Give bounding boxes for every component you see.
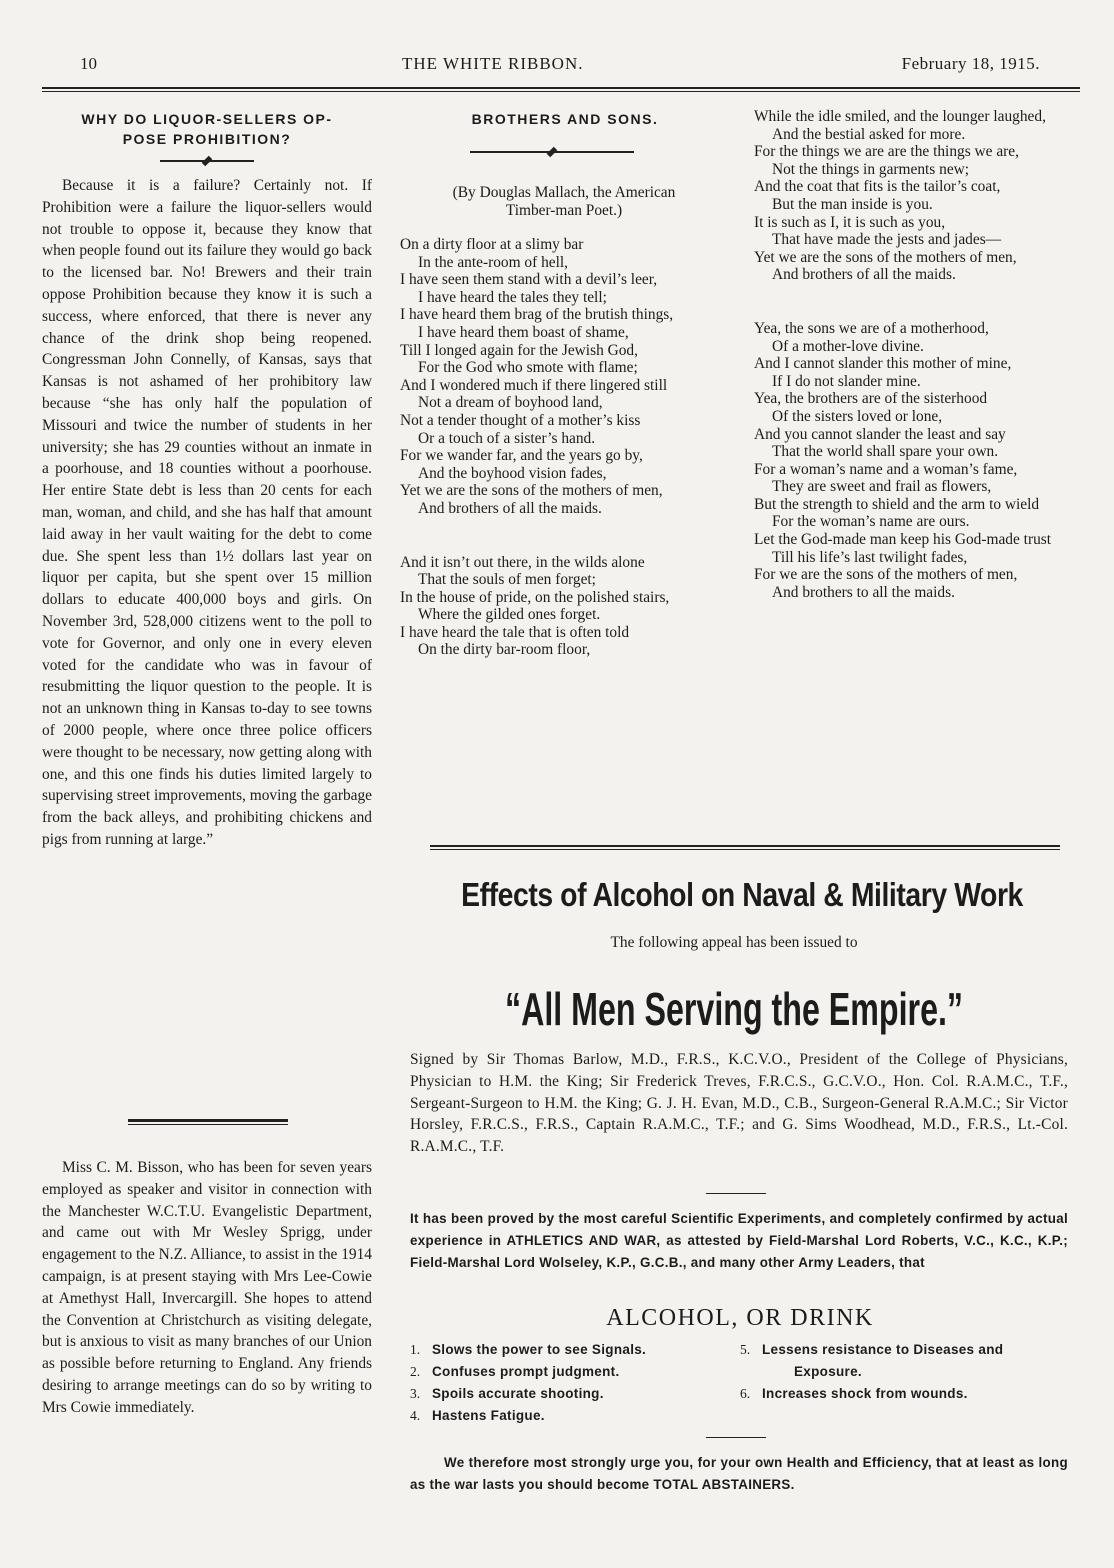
byline-line-2: Timber-man Poet.)	[505, 201, 623, 219]
poem-line: Let the God-made man keep his God-made trust	[754, 531, 1052, 549]
poem-line: For a woman’s name and a woman’s fame,	[754, 460, 1018, 478]
publication-title: THE WHITE RIBBON.	[402, 54, 584, 73]
appeal-rule-thin	[430, 849, 1060, 850]
left-article-body: Because it is a failure? Certainly not. If Prohibition were a failure the liquor-sellers would not trouble to oppose it, because they know that when people found out its failure they would go back to the licensed bar. No! Brewers and their train oppose Prohibition because they know it is such a success, where enforced, that there is never any chance of the drink shop being reopened. Congressman John Connelly, of Kansas, says that Kansas is not ashamed of her prohibitory law because “she has only half the population of Missouri and twice the number of students in her university; she has 29 counties without an inmate in a poorhouse, and 18 counties without a poorhouse. Her entire State debt is less than 20 cents for each man, woman, and child, and she has half that amount laid away in her vault waiting for the debt to come due. She spent less than 1½ dollars last year on liquor per capita, but she spent over 15 million dollars to educate 400,000 boys and girls. On November 3rd, 528,000 citizens went to the poll to vote for Governor, and only one in every eleven voted for the candidate who was in favour of resubmitting the liquor question to the people. It is not an unknown thing in Kansas to-day to see towns of 2000 people, where once three police officers were thought to be necessary, now getting along with one, and this one finds his duties limited largely to supervising street improvements, moving the garbage from the back alleys, and prohibiting chickens and pigs from running at large.”	[42, 177, 372, 848]
poem-line: On a dirty floor at a slimy bar	[400, 236, 584, 253]
page-number: 10	[80, 54, 97, 73]
poem-line: And I wondered much if there lingered still	[400, 376, 668, 394]
poem-line: Yet we are the sons of the mothers of men,	[400, 482, 663, 500]
poem-line: For the God who smote with flame;	[418, 359, 638, 377]
effect-item	[740, 1339, 1080, 1361]
effect-number: 5.	[740, 1342, 751, 1357]
closing-appeal: We therefore most strongly urge you, for your own Health and Efficiency, that at least as long as the war lasts you should become TOTAL ABSTAINERS.	[410, 1455, 1068, 1492]
left-title-line-2: POSE PROHIBITION?	[122, 131, 292, 147]
poem-line: For we wander far, and the years go by,	[400, 447, 643, 465]
poem-line: They are sweet and frail as flowers,	[772, 478, 992, 496]
section-divider-thin	[128, 1124, 288, 1125]
poem-byline	[400, 184, 728, 219]
effect-text: Lessens resistance to Diseases and	[762, 1342, 1004, 1357]
poem-line: Not the things in garments new;	[772, 160, 970, 178]
poem-line: Or a touch of a sister’s hand.	[418, 429, 596, 447]
poem-column-1	[400, 236, 728, 659]
poem-line: If I do not slander mine.	[772, 372, 921, 390]
poem-line: I have heard the tales they tell;	[418, 288, 607, 306]
alcohol-heading: ALCOHOL, OR DRINK	[606, 1305, 874, 1331]
effects-list-right	[740, 1339, 1080, 1405]
effect-text: Hastens Fatigue.	[432, 1408, 545, 1423]
poem-line: Till I longed again for the Jewish God,	[400, 341, 638, 359]
small-divider	[706, 1193, 766, 1194]
notice-body: Miss C. M. Bisson, who has been for seven years employed as speaker and visitor in connection with the Manchester W.C.T.U. Evangelistic Department, and came out with Mr Wesley Sprigg, under engagement to the N.Z. Alliance, to assist in the 1914 campaign, is at present staying with Mrs Lee-Cowie at Amethyst Hall, Invercargill. She hopes to attend the Convention at Christchurch as visiting delegate, but is anxious to visit as many branches of our Union as possible before returning to England. Any friends desiring to arrange meetings can do so by writing to Mrs Cowie immediately.	[42, 1159, 372, 1416]
signatories: Signed by Sir Thomas Barlow, M.D., F.R.S., K.C.V.O., President of the College of Physicians, Physician to H.M. the King; Sir Frederick Treves, F.R.C.S., G.C.V.O., Hon. Col. R.A.M.C., T.F., Sergeant-Surgeon to H.M. the King; G. J. H. Evan, M.D., C.B., Surgeon-General R.A.M.C.; Sir Victor Horsley, F.R.C.S., F.R.S., Captain R.A.M.C., T.F.; and G. Sims Woodhead, M.D., F.R.S., Lt.-Col. R.A.M.C., T.F.	[410, 1051, 1068, 1156]
header-rule-thin	[42, 91, 1080, 92]
small-divider-2	[706, 1437, 766, 1438]
poem-line: Yet we are the sons of the mothers of men,	[754, 248, 1017, 266]
poem-line: For we are the sons of the mothers of men,	[754, 566, 1018, 584]
poem-line: It is such as I, it is such as you,	[754, 213, 946, 231]
stanza-gap	[400, 518, 728, 536]
poem-line: And brothers of all the maids.	[418, 499, 602, 517]
poem-line: And the coat that fits is the tailor’s coat,	[754, 178, 1001, 196]
byline-line-1: (By Douglas Mallach, the American	[452, 184, 676, 201]
appeal-title: Effects of Alcohol on Naval & Military Work	[461, 876, 1023, 913]
poem-line: I have heard them brag of the brutish things,	[400, 306, 674, 324]
poem-line: Yea, the brothers are of the sisterhood	[754, 390, 988, 408]
effect-number: 1.	[410, 1342, 421, 1357]
stanza-gap	[754, 302, 1082, 320]
poem-line: For the things we are are the things we are,	[754, 143, 1019, 161]
poem-line: Yea, the sons we are of a motherhood,	[754, 319, 989, 337]
effect-text: Increases shock from wounds.	[762, 1386, 968, 1401]
poem-line: And brothers of all the maids.	[772, 266, 956, 284]
poem-line: That the souls of men forget;	[418, 571, 596, 589]
poem-line: And brothers to all the maids.	[772, 583, 955, 601]
poem-line: And it isn’t out there, in the wilds alone	[400, 553, 645, 571]
page-header	[80, 52, 1040, 82]
poem-line: In the house of pride, on the polished stairs,	[400, 588, 670, 606]
effect-item	[410, 1361, 740, 1383]
effects-list-left	[410, 1339, 740, 1427]
poem-line: I have heard the tale that is often told	[400, 623, 630, 641]
effect-item	[410, 1383, 740, 1405]
poem-ornament	[470, 151, 634, 153]
left-article-title	[42, 109, 372, 149]
effect-number: 4.	[410, 1408, 421, 1423]
effect-number: 2.	[410, 1364, 421, 1379]
effect-number: 3.	[410, 1386, 421, 1401]
poem-line: But the strength to shield and the arm to wield	[754, 495, 1040, 513]
left-title-line-1: WHY DO LIQUOR-SELLERS OP-	[81, 111, 333, 127]
effect-text: Slows the power to see Signals.	[432, 1342, 647, 1357]
poem-title: BROTHERS AND SONS.	[471, 111, 659, 127]
effect-item	[740, 1361, 1080, 1383]
effect-number: 6.	[740, 1386, 751, 1401]
stanza-gap	[400, 536, 728, 554]
poem-line: Till his life’s last twilight fades,	[772, 548, 968, 566]
issue-date: February 18, 1915.	[901, 54, 1040, 73]
poem-column-2	[754, 108, 1082, 601]
poem-line: And you cannot slander the least and say	[754, 425, 1006, 443]
proof-statement: It has been proved by the most careful Scientific Experiments, and completely confirmed by actual experience in ATHLETICS AND WAR, as attested by Field-Marshal Lord Roberts, V.C., K.C., K.P.; Field-Marshal Lord Wolseley, K.P., G.C.B., and many other Army Leaders, that	[410, 1211, 1068, 1270]
effect-text: Exposure.	[794, 1364, 862, 1379]
poem-line: Where the gilded ones forget.	[418, 606, 601, 624]
poem-line: In the ante-room of hell,	[418, 253, 569, 271]
poem-line: But the man inside is you.	[772, 195, 933, 213]
poem-line: Of a mother-love divine.	[772, 337, 924, 355]
appeal-subtitle: The following appeal has been issued to	[610, 934, 858, 951]
stanza-gap	[754, 284, 1082, 302]
poem-line: That have made the jests and jades—	[772, 231, 1002, 249]
poem-line: That the world shall spare your own.	[772, 443, 999, 461]
appeal-headline: “All Men Serving the Empire.”	[504, 983, 964, 1035]
poem-line: I have heard them boast of shame,	[418, 323, 629, 341]
poem-line: While the idle smiled, and the lounger laughed,	[754, 108, 1046, 125]
effect-item	[740, 1383, 1080, 1405]
effect-text: Confuses prompt judgment.	[432, 1364, 620, 1379]
poem-line: For the woman’s name are ours.	[772, 513, 970, 531]
header-rule	[42, 87, 1080, 89]
effect-text: Spoils accurate shooting.	[432, 1386, 604, 1401]
section-divider	[128, 1119, 288, 1122]
poem-line: Not a tender thought of a mother’s kiss	[400, 411, 641, 429]
effect-item	[410, 1405, 740, 1427]
poem-line: Of the sisters loved or lone,	[772, 407, 943, 425]
poem-line: Not a dream of boyhood land,	[418, 394, 603, 412]
poem-line: On the dirty bar-room floor,	[418, 641, 591, 659]
poem-line: And I cannot slander this mother of mine,	[754, 355, 1012, 373]
ornament-divider	[160, 160, 254, 162]
effect-item	[410, 1339, 740, 1361]
poem-line: And the boyhood vision fades,	[418, 464, 607, 482]
poem-line: And the bestial asked for more.	[772, 125, 966, 143]
poem-line: I have seen them stand with a devil’s leer,	[400, 271, 658, 289]
appeal-rule	[430, 845, 1060, 847]
